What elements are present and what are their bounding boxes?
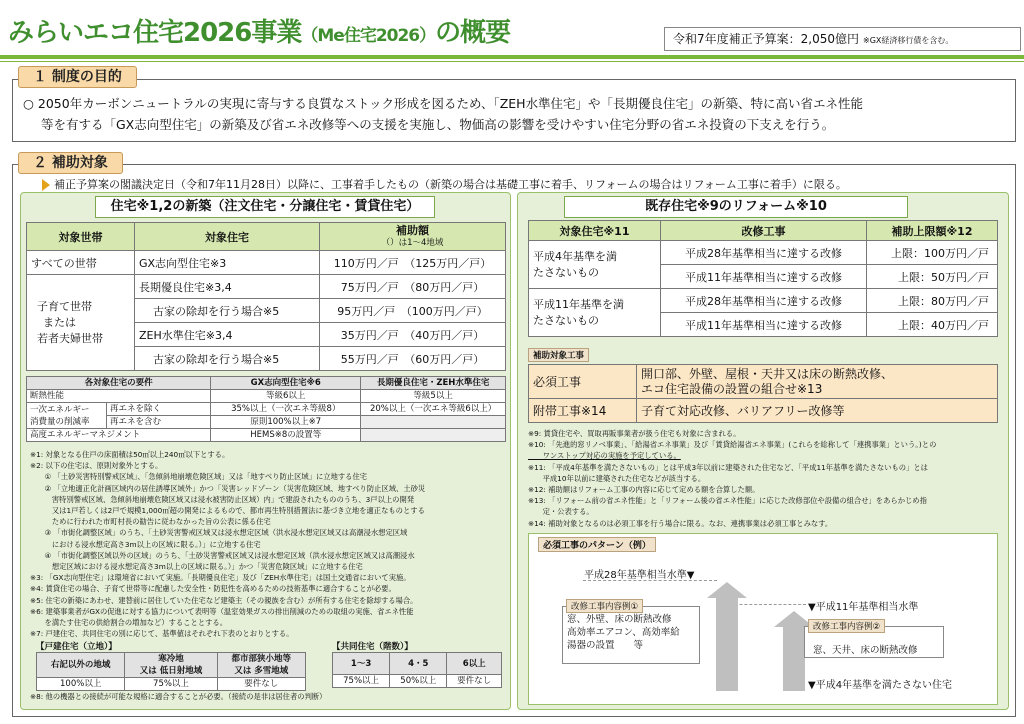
req-value: 原則100%以上※7 [211,416,361,429]
target-h11: 平成11年基準を満 たさないもの [529,289,661,337]
example-1-tag: 改修工事内容例① [566,599,643,613]
req-head-zeh: 長期優良住宅・ZEH水準住宅 [361,377,506,390]
req-label: 高度エネルギーマネジメント [27,429,211,442]
lead-line [42,176,847,192]
newbuild-title: 住宅※1,2の新築（注文住宅・分譲住宅・賃貸住宅） [95,196,435,218]
reform-table [528,220,998,337]
arrow-head-icon [707,582,747,598]
arrow-up-icon [716,596,738,691]
additional-label: 附帯工事※14 [529,399,637,423]
h28-line [583,580,717,581]
cell: 50%以上 [390,675,447,688]
level-h11: ▼平成11年基準相当水準 [808,602,919,613]
pattern-title: 必須工事のパターン（例） [538,537,656,552]
req-sub: 再エネを含む [107,416,211,429]
works-tag: 補助対象工事 [528,348,589,362]
amount-row: 35万円／戸 （40万円／戸） [320,323,506,347]
newbuild-table [26,222,506,371]
limit-row: 上限：80万円／戸 [867,289,998,313]
example-2-text: 窓、天井、床の断熱改修 [813,645,918,656]
required-label: 必須工事 [529,365,637,399]
household-family: 子育て世帯 または 若者夫婦世帯 [27,275,135,371]
col-work: 改修工事 [661,221,867,241]
level-h4: ▼平成4年基準を満たさない住宅 [808,680,953,691]
additional-text: 子育て対応改修、バリアフリー改修等 [637,399,998,423]
req-empty [361,416,506,429]
header-rule [0,55,1024,59]
req-label: 一次エネルギー 消費量の削減率 [27,403,107,429]
purpose-text-2: 等を有する「GX志向型住宅」の新築及び省エネ改修等への支援を実施し、物価高の影響を受けやすい住宅分野の省エネ投資の下支えを行う。 [41,117,835,132]
arrow-up-icon [783,625,805,691]
house-row: ZEH水準住宅※3,4 [135,323,320,347]
work-row: 平成28年基準相当に達する改修 [661,241,867,265]
purpose-box [12,79,1016,142]
detached-table [36,652,306,691]
req-value: HEMS※8の設置等 [211,429,361,442]
target-h4: 平成4年基準を満 たさないもの [529,241,661,289]
example-2-tag: 改修工事内容例② [808,619,885,633]
house-row: 古家の除却を行う場合※5 [135,299,320,323]
req-empty [361,429,506,442]
col-amount: 補助額 （）は1～4地域 [320,223,506,251]
cell: 75%以上 [333,675,390,688]
budget-text: 令和7年度補正予算案：2,050億円 [673,32,859,46]
lead-text: 補正予算案の閣議決定日（令和7年11月28日）以降に、工事着手したもの（新築の場合は基礎工事に着手、リフォームの場合はリフォーム工事に着手）に限る。 [54,178,847,191]
works-table [528,364,998,423]
req-head: 各対象住宅の要件 [27,377,211,390]
level-h28: 平成28年基準相当水準▼ [584,570,695,581]
example-1-text: 窓、外壁、床の断熱改修 高効率エアコン、高効率給 湯器の設置 等 [567,614,680,651]
requirements-table [26,376,506,442]
req-value: 等級5以上 [361,390,506,403]
budget-note: ※GX経済移行債を含む。 [863,36,954,45]
notes-right: ※9: 賃貸住宅や、買取再販事業者が扱う住宅も対象に含まれる。 ※10: 「先進的窓リノベ事業」、「給湯省エネ事業」及び「賃貸給湯省エネ事業」(これらを総称して「連携事業」という。)との ワンストップ対応の実施を予定している。 ※11: 「平成4年基準を満たさないもの」とは平成3年以前に建築された住宅など、「平成11年基準を満たさないもの」とは 平成10年以前に建築された住宅などが該当する。 ※12: 補助額はリフォーム工事の内容に応じて定める額を合算した額。 ※13: 「リフォーム前の省エネ性能」と「リフォーム後の省エネ性能」に応じた改修部位や設備の組合せ」をあらかじめ指 定・公表する。 ※14: 補助対象となるのは必須工事を行う場合に限る。なお、連携事業は必須工事とみなす。 [528,429,937,528]
cell: 右記以外の地域 [37,653,125,678]
budget-box [664,27,1021,51]
limit-row: 上限：50万円／戸 [867,265,998,289]
required-text: 開口部、外壁、屋根・天井又は床の断熱改修、 エコ住宅設備の設置の組合せ※13 [637,365,998,399]
cell: 要件なし [447,675,502,688]
household-all: すべての世帯 [27,251,135,275]
example-1-box [562,606,700,664]
reform-title: 既存住宅※9のリフォーム※10 [564,196,908,218]
header-rule-thin [0,61,1024,62]
col-household: 対象世帯 [27,223,135,251]
amount-row: 75万円／戸 （80万円／戸） [320,275,506,299]
cell: 4・5 [390,653,447,675]
cell: 1～3 [333,653,390,675]
work-row: 平成11年基準相当に達する改修 [661,265,867,289]
collective-title: 【共同住宅（階数）】 [332,642,413,652]
triangle-icon [42,179,50,191]
house-row: 長期優良住宅※3,4 [135,275,320,299]
limit-row: 上限：100万円／戸 [867,241,998,265]
note-8: ※8: 他の機器との接続が可能な規格に適合することが必要。（接続の是非は居住者の判断） [30,692,327,701]
cell: 要件なし [217,678,305,691]
cell: 75%以上 [125,678,217,691]
cell: 都市部狭小地等 又は 多雪地域 [217,653,305,678]
house-row: 古家の除却を行う場合※5 [135,347,320,371]
req-head-gx: GX志向型住宅※6 [211,377,361,390]
cell: 寒冷地 又は 低日射地域 [125,653,217,678]
req-sub: 再エネを除く [107,403,211,416]
purpose-text-1: ○ 2050年カーボンニュートラルの実現に寄与する良質なストック形成を図るため、「ZEH水準住宅」や「長期優良住宅」の新築、特に高い省エネ性能 [23,96,864,111]
notes-left: ※1: 対象となる住戸の床面積は50㎡以上240㎡以下とする。 ※2: 以下の住宅は、原則対象外とする。 ① 「土砂災害特別警戒区域」、「急傾斜地崩壊危険区域」又は「地すべり防止区域」に立地する住宅 ② 「立地適正化計画区域内の居住誘導区域外」かつ「災害レッドゾーン（災害危険区域、地すべり防止区域、土砂災 害特別警戒区域、急傾斜地崩壊危険区域又は浸水被害防止区域）内」で建設されたもののうち、3戸以上の開発 又は1戸若しくは2戸で規模1,000㎡超の開発によるもので、都市再生特別措置法に基づき立地を適正なものとする ために行われた市町村長の勧告に従わなかった旨の公表に係る住宅 ③ 「市街化調整区域」のうち、「土砂災害警戒区域又は浸水想定区域（洪水浸水想定区域又は高潮浸水想定区域 における浸水想定高さ3m以上の区域に限る。）」に立地する住宅 ④ 「市街化調整区域以外の区域」のうち、「土砂災害警戒区域又は浸水想定区域（洪水浸水想定区域又は高潮浸水 想定区域における浸水想定高さ3m以上の区域に限る。）」かつ「災害危険区域」に立地する住宅 ※3: 「GX志向型住宅」は環境省において実施。「長期優良住宅」及び「ZEH水準住宅」は国土交通省において実施。 ※4: 賃貸住宅の場合、子育て世帯等に配慮した安全性・防犯性を高めるための技術基準に適合することが必要。 ※5: 住宅の新築にあわせ、建替前に居住していた住宅など建築主（その親族を含む）が所有する住宅を除却する場合。 ※6: 建築事業者がGXの促進に対する協力について表明等（温室効果ガスの排出削減のための取組の実施、省エネ性能 を満たす住宅の供給割合の増加など）することとする。 ※7: 戸建住宅、共同住宅の別に応じて、基準値はそれぞれ下表のとおりとする。 [30,450,426,639]
amount-row: 55万円／戸 （60万円／戸） [320,347,506,371]
req-value: 35%以上（一次エネ等級8） [211,403,361,416]
amount-row: 110万円／戸 （125万円／戸） [320,251,506,275]
col-limit: 補助上限額※12 [867,221,998,241]
req-value: 20%以上（一次エネ等級6以上） [361,403,506,416]
cell: 6以上 [447,653,502,675]
detached-title: 【戸建住宅（立地）】 [36,642,117,652]
col-house: 対象住宅 [135,223,320,251]
col-target: 対象住宅※11 [529,221,661,241]
section-2-label: ２ 補助対象 [18,152,123,174]
work-row: 平成28年基準相当に達する改修 [661,289,867,313]
limit-row: 上限：40万円／戸 [867,313,998,337]
req-label: 断熱性能 [27,390,211,403]
amount-row: 95万円／戸 （100万円／戸） [320,299,506,323]
section-1-label: １ 制度の目的 [18,66,137,88]
house-row: GX志向型住宅※3 [135,251,320,275]
req-value: 等級6以上 [211,390,361,403]
work-row: 平成11年基準相当に達する改修 [661,313,867,337]
page-title: みらいエコ住宅2026事業（Me住宅2026）の概要 [8,18,511,48]
collective-table [332,652,502,688]
cell: 100%以上 [37,678,125,691]
